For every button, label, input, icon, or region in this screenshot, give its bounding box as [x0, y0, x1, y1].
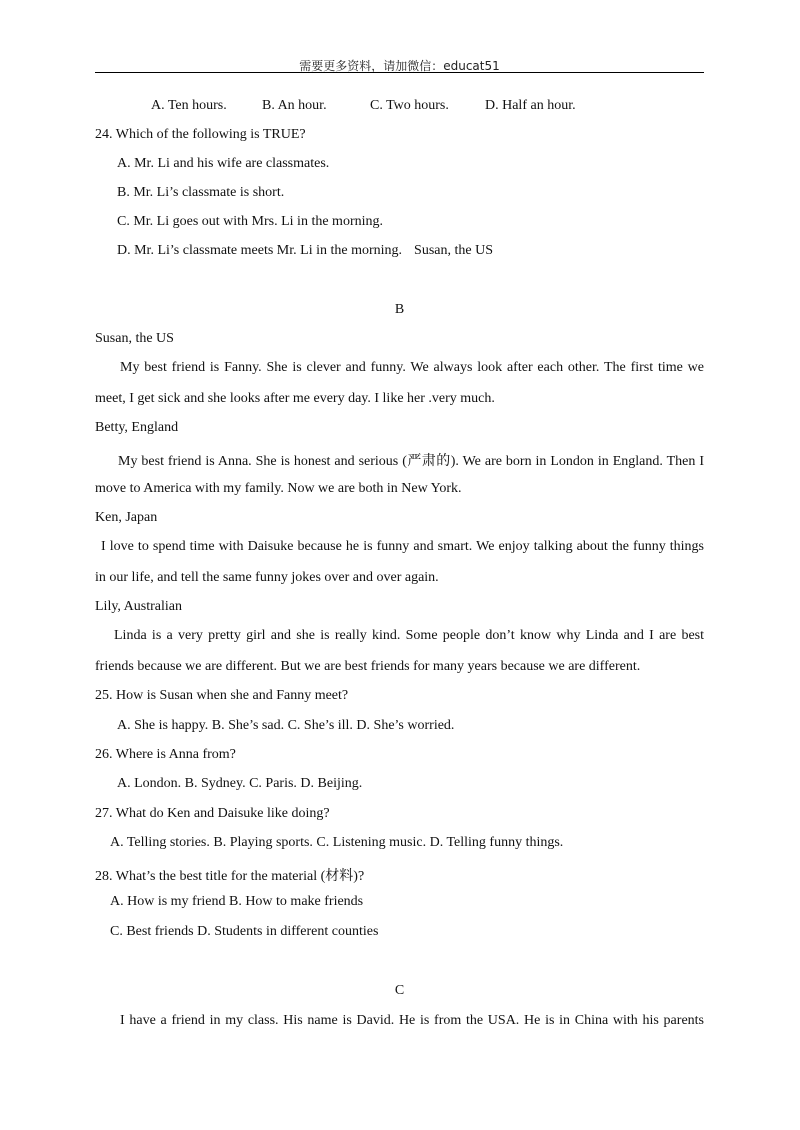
q25-question: 25. How is Susan when she and Fanny meet?: [95, 688, 349, 703]
p1-line2: meet, I get sick and she looks after me every day. I like her .very much.: [95, 391, 495, 406]
q24-option-b: B. Mr. Li’s classmate is short.: [117, 185, 285, 200]
p3-name: Ken, Japan: [95, 510, 158, 525]
q27-options: A. Telling stories. B. Playing sports. C. Listening music. D. Telling funny things.: [110, 835, 564, 850]
p4-name: Lily, Australian: [95, 599, 182, 614]
page-header: 需要更多资料，请加微信：educat51: [299, 59, 500, 73]
q26-question: 26. Where is Anna from?: [95, 747, 236, 762]
p2-line1: My best friend is Anna. She is honest and serious (严肃的). We are born in London in England. Then I: [118, 454, 704, 469]
p4-line1: Linda is a very pretty girl and she is really kind. Some people don’t know why Linda and I are best: [114, 628, 704, 643]
section-b-heading: B: [394, 302, 405, 317]
q23-options: [151, 98, 576, 114]
p2-line2: move to America with my family. Now we are both in New York.: [95, 481, 462, 496]
p3-line2: in our life, and tell the same funny jokes over and over again.: [95, 570, 439, 585]
p3-line1: I love to spend time with Daisuke because he is funny and smart. We enjoy talking about the funny things: [101, 539, 704, 554]
q28-options-1: A. How is my friend B. How to make friends: [110, 894, 364, 909]
q24-option-a: A. Mr. Li and his wife are classmates.: [117, 156, 330, 171]
p4-line2: friends because we are different. But we are best friends for many years because we are different.: [95, 659, 641, 674]
q28-options-2: C. Best friends D. Students in different counties: [110, 924, 379, 939]
q26-options: A. London. B. Sydney. C. Paris. D. Beijing.: [117, 776, 363, 791]
q24-option-c: C. Mr. Li goes out with Mrs. Li in the morning.: [117, 214, 383, 229]
q23-option-b: B. An hour.: [262, 98, 327, 113]
q23-option-a: A. Ten hours.: [151, 98, 227, 113]
p2-name: Betty, England: [95, 420, 179, 435]
q23-option-d: D. Half an hour.: [485, 98, 576, 113]
p1-name: Susan, the US: [95, 331, 174, 346]
header-rule: [95, 72, 704, 73]
q28-question: 28. What’s the best title for the material (材料)?: [95, 869, 365, 884]
q24-trailing-text: Susan, the US: [414, 243, 493, 258]
q24-option-d: [117, 243, 493, 259]
section-c-heading: C: [394, 983, 405, 998]
q24-question: 24. Which of the following is TRUE?: [95, 127, 306, 142]
q25-options: A. She is happy. B. She’s sad. C. She’s ill. D. She’s worried.: [117, 718, 455, 733]
q23-option-c: C. Two hours.: [370, 98, 449, 113]
q24-option-d-text: D. Mr. Li’s classmate meets Mr. Li in the morning.: [117, 243, 403, 258]
c-p1-line1: I have a friend in my class. His name is David. He is from the USA. He is in China with his parents: [120, 1013, 704, 1028]
q27-question: 27. What do Ken and Daisuke like doing?: [95, 806, 330, 821]
p1-line1: My best friend is Fanny. She is clever and funny. We always look after each other. The first time we: [120, 360, 704, 375]
